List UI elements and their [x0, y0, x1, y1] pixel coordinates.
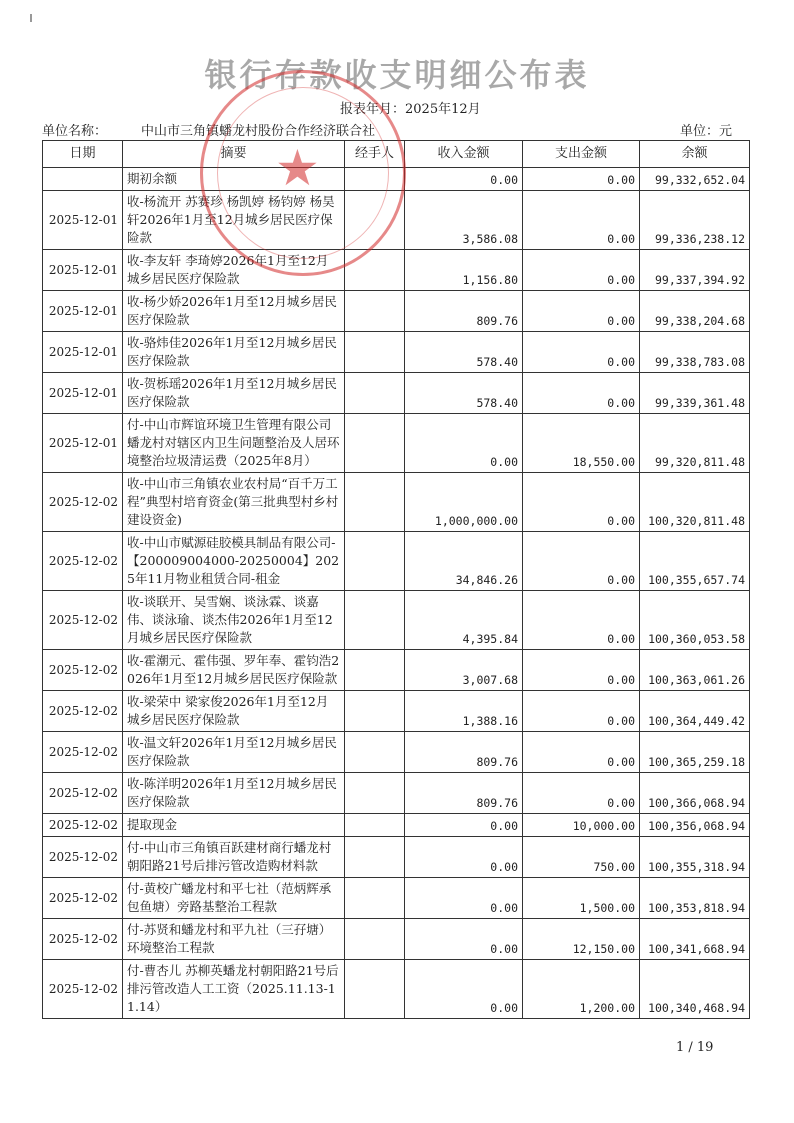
row-expense: 10,000.00	[523, 814, 640, 837]
row-balance: 100,355,318.94	[640, 837, 750, 878]
row-income: 809.76	[405, 773, 523, 814]
row-handler	[345, 373, 405, 414]
row-handler	[345, 532, 405, 591]
row-expense: 0.00	[523, 250, 640, 291]
row-date: 2025-12-01	[43, 332, 123, 373]
table-row	[43, 732, 750, 773]
row-summary: 收-骆炜佳2026年1月至12月城乡居民医疗保险款	[123, 332, 345, 373]
row-expense: 750.00	[523, 837, 640, 878]
row-summary: 收-杨少娇2026年1月至12月城乡居民医疗保险款	[123, 291, 345, 332]
row-summary: 收-李友轩 李琦婷2026年1月至12月城乡居民医疗保险款	[123, 250, 345, 291]
row-income: 809.76	[405, 291, 523, 332]
row-expense: 0.00	[523, 291, 640, 332]
unit-name-label: 单位名称：	[42, 124, 108, 139]
row-date: 2025-12-02	[43, 591, 123, 650]
row-income: 578.40	[405, 373, 523, 414]
row-date: 2025-12-01	[43, 373, 123, 414]
row-income: 3,007.68	[405, 650, 523, 691]
row-balance: 99,338,204.68	[640, 291, 750, 332]
row-date: 2025-12-02	[43, 919, 123, 960]
table-row	[43, 373, 750, 414]
row-handler	[345, 168, 405, 191]
table-row	[43, 168, 750, 191]
row-date: 2025-12-02	[43, 532, 123, 591]
row-expense: 0.00	[523, 732, 640, 773]
row-summary: 收-梁荣中 梁家俊2026年1月至12月城乡居民医疗保险款	[123, 691, 345, 732]
row-expense: 0.00	[523, 532, 640, 591]
column-header-balance: 余额	[640, 141, 750, 168]
row-summary: 期初余额	[123, 168, 345, 191]
row-income: 0.00	[405, 814, 523, 837]
column-header-income: 收入金额	[405, 141, 523, 168]
row-date: 2025-12-01	[43, 250, 123, 291]
table-row	[43, 878, 750, 919]
star-icon: ★	[275, 139, 320, 197]
row-expense: 0.00	[523, 591, 640, 650]
document-title: 银行存款收支明细公布表	[204, 56, 590, 94]
row-expense: 0.00	[523, 373, 640, 414]
row-summary: 收-中山市赋源硅胶模具制品有限公司-【200009004000-20250004】2025年11月物业租赁合同-租金	[123, 532, 345, 591]
row-date: 2025-12-02	[43, 473, 123, 532]
row-date: 2025-12-01	[43, 191, 123, 250]
row-handler	[345, 332, 405, 373]
row-date: 2025-12-02	[43, 732, 123, 773]
row-income: 3,586.08	[405, 191, 523, 250]
row-expense: 0.00	[523, 773, 640, 814]
row-balance: 100,341,668.94	[640, 919, 750, 960]
row-date: 2025-12-01	[43, 414, 123, 473]
page-number: 1 / 19	[676, 1040, 714, 1055]
row-summary: 付-曹杏儿 苏柳英蟠龙村朝阳路21号后排污管改造人工工资（2025.11.13-11.14）	[123, 960, 345, 1019]
row-income: 0.00	[405, 960, 523, 1019]
row-income: 0.00	[405, 168, 523, 191]
report-period	[340, 98, 481, 117]
row-summary: 收-贺栎瑶2026年1月至12月城乡居民医疗保险款	[123, 373, 345, 414]
row-handler	[345, 773, 405, 814]
row-expense: 0.00	[523, 473, 640, 532]
row-balance: 99,336,238.12	[640, 191, 750, 250]
row-handler	[345, 814, 405, 837]
row-income: 1,000,000.00	[405, 473, 523, 532]
report-period-label: 报表年月：	[340, 102, 406, 117]
column-header-handler: 经手人	[345, 141, 405, 168]
row-summary: 收-霍潮元、霍伟强、罗年奉、霍钧浩2026年1月至12月城乡居民医疗保险款	[123, 650, 345, 691]
row-handler	[345, 591, 405, 650]
table-row	[43, 691, 750, 732]
row-summary: 付-苏贤和蟠龙村和平九社（三孖塘）环境整治工程款	[123, 919, 345, 960]
row-summary: 收-杨流开 苏赛珍 杨凯婷 杨钧婷 杨昊轩2026年1月至12月城乡居民医疗保险款	[123, 191, 345, 250]
currency-unit: 单位：元	[680, 124, 733, 139]
row-balance: 100,363,061.26	[640, 650, 750, 691]
row-date: 2025-12-02	[43, 691, 123, 732]
row-date: 2025-12-02	[43, 837, 123, 878]
row-expense: 1,500.00	[523, 878, 640, 919]
row-income: 0.00	[405, 414, 523, 473]
row-income: 0.00	[405, 837, 523, 878]
transaction-table	[42, 140, 750, 1019]
row-date: 2025-12-02	[43, 650, 123, 691]
row-income: 1,156.80	[405, 250, 523, 291]
row-date: 2025-12-02	[43, 960, 123, 1019]
row-income: 4,395.84	[405, 591, 523, 650]
row-balance: 100,355,657.74	[640, 532, 750, 591]
row-balance: 99,332,652.04	[640, 168, 750, 191]
unit-name	[42, 120, 375, 139]
row-balance: 100,340,468.94	[640, 960, 750, 1019]
row-summary: 收-中山市三角镇农业农村局“百千万工程”典型村培育资金(第三批典型村乡村建设资金)	[123, 473, 345, 532]
table-row	[43, 814, 750, 837]
row-expense: 0.00	[523, 168, 640, 191]
row-balance: 100,356,068.94	[640, 814, 750, 837]
row-handler	[345, 878, 405, 919]
report-period-value: 2025年12月	[405, 102, 481, 117]
row-balance: 100,360,053.58	[640, 591, 750, 650]
row-expense: 0.00	[523, 332, 640, 373]
row-expense: 1,200.00	[523, 960, 640, 1019]
row-income: 578.40	[405, 332, 523, 373]
row-balance: 99,339,361.48	[640, 373, 750, 414]
row-handler	[345, 732, 405, 773]
table-row	[43, 414, 750, 473]
row-handler	[345, 691, 405, 732]
row-handler	[345, 650, 405, 691]
table-row	[43, 837, 750, 878]
table-row	[43, 332, 750, 373]
row-date: 2025-12-01	[43, 291, 123, 332]
row-income: 809.76	[405, 732, 523, 773]
row-expense: 0.00	[523, 650, 640, 691]
row-expense: 18,550.00	[523, 414, 640, 473]
row-handler	[345, 473, 405, 532]
row-summary: 收-陈洋明2026年1月至12月城乡居民医疗保险款	[123, 773, 345, 814]
row-date: 2025-12-02	[43, 814, 123, 837]
row-summary: 提取现金	[123, 814, 345, 837]
row-summary: 收-温文轩2026年1月至12月城乡居民医疗保险款	[123, 732, 345, 773]
table-row	[43, 591, 750, 650]
row-balance: 100,364,449.42	[640, 691, 750, 732]
row-expense: 0.00	[523, 691, 640, 732]
scan-mark	[30, 14, 32, 22]
table-row	[43, 532, 750, 591]
row-balance: 100,320,811.48	[640, 473, 750, 532]
row-handler	[345, 291, 405, 332]
row-balance: 99,337,394.92	[640, 250, 750, 291]
row-date	[43, 168, 123, 191]
table-body	[43, 168, 750, 1019]
column-header-date: 日期	[43, 141, 123, 168]
table-row	[43, 250, 750, 291]
table-row	[43, 773, 750, 814]
row-summary: 付-中山市三角镇百跃建材商行蟠龙村朝阳路21号后排污管改造购材料款	[123, 837, 345, 878]
column-header-expense: 支出金额	[523, 141, 640, 168]
row-income: 0.00	[405, 919, 523, 960]
table-row	[43, 473, 750, 532]
row-handler	[345, 919, 405, 960]
row-handler	[345, 250, 405, 291]
row-expense: 0.00	[523, 191, 640, 250]
row-expense: 12,150.00	[523, 919, 640, 960]
table-row	[43, 960, 750, 1019]
row-date: 2025-12-02	[43, 878, 123, 919]
table-row	[43, 191, 750, 250]
row-income: 34,846.26	[405, 532, 523, 591]
unit-name-value: 中山市三角镇蟠龙村股份合作经济联合社	[141, 124, 376, 139]
table-row	[43, 650, 750, 691]
row-balance: 99,338,783.08	[640, 332, 750, 373]
table-row	[43, 291, 750, 332]
row-handler	[345, 960, 405, 1019]
row-balance: 100,353,818.94	[640, 878, 750, 919]
row-summary: 收-谈联开、吴雪娴、谈泳霖、谈嘉伟、谈泳瑜、谈杰伟2026年1月至12月城乡居民医疗保险款	[123, 591, 345, 650]
row-date: 2025-12-02	[43, 773, 123, 814]
table-header-row	[43, 141, 750, 168]
row-income: 0.00	[405, 878, 523, 919]
row-balance: 100,366,068.94	[640, 773, 750, 814]
row-summary: 付-中山市辉谊环境卫生管理有限公司蟠龙村对辖区内卫生问题整治及人居环境整治垃圾清运费（2025年8月）	[123, 414, 345, 473]
row-handler	[345, 837, 405, 878]
column-header-summary: 摘要	[123, 141, 345, 168]
row-balance: 100,365,259.18	[640, 732, 750, 773]
row-handler	[345, 414, 405, 473]
row-income: 1,388.16	[405, 691, 523, 732]
row-summary: 付-黄校广蟠龙村和平七社（范炳辉承包鱼塘）旁路基整治工程款	[123, 878, 345, 919]
table-row	[43, 919, 750, 960]
row-balance: 99,320,811.48	[640, 414, 750, 473]
row-handler	[345, 191, 405, 250]
